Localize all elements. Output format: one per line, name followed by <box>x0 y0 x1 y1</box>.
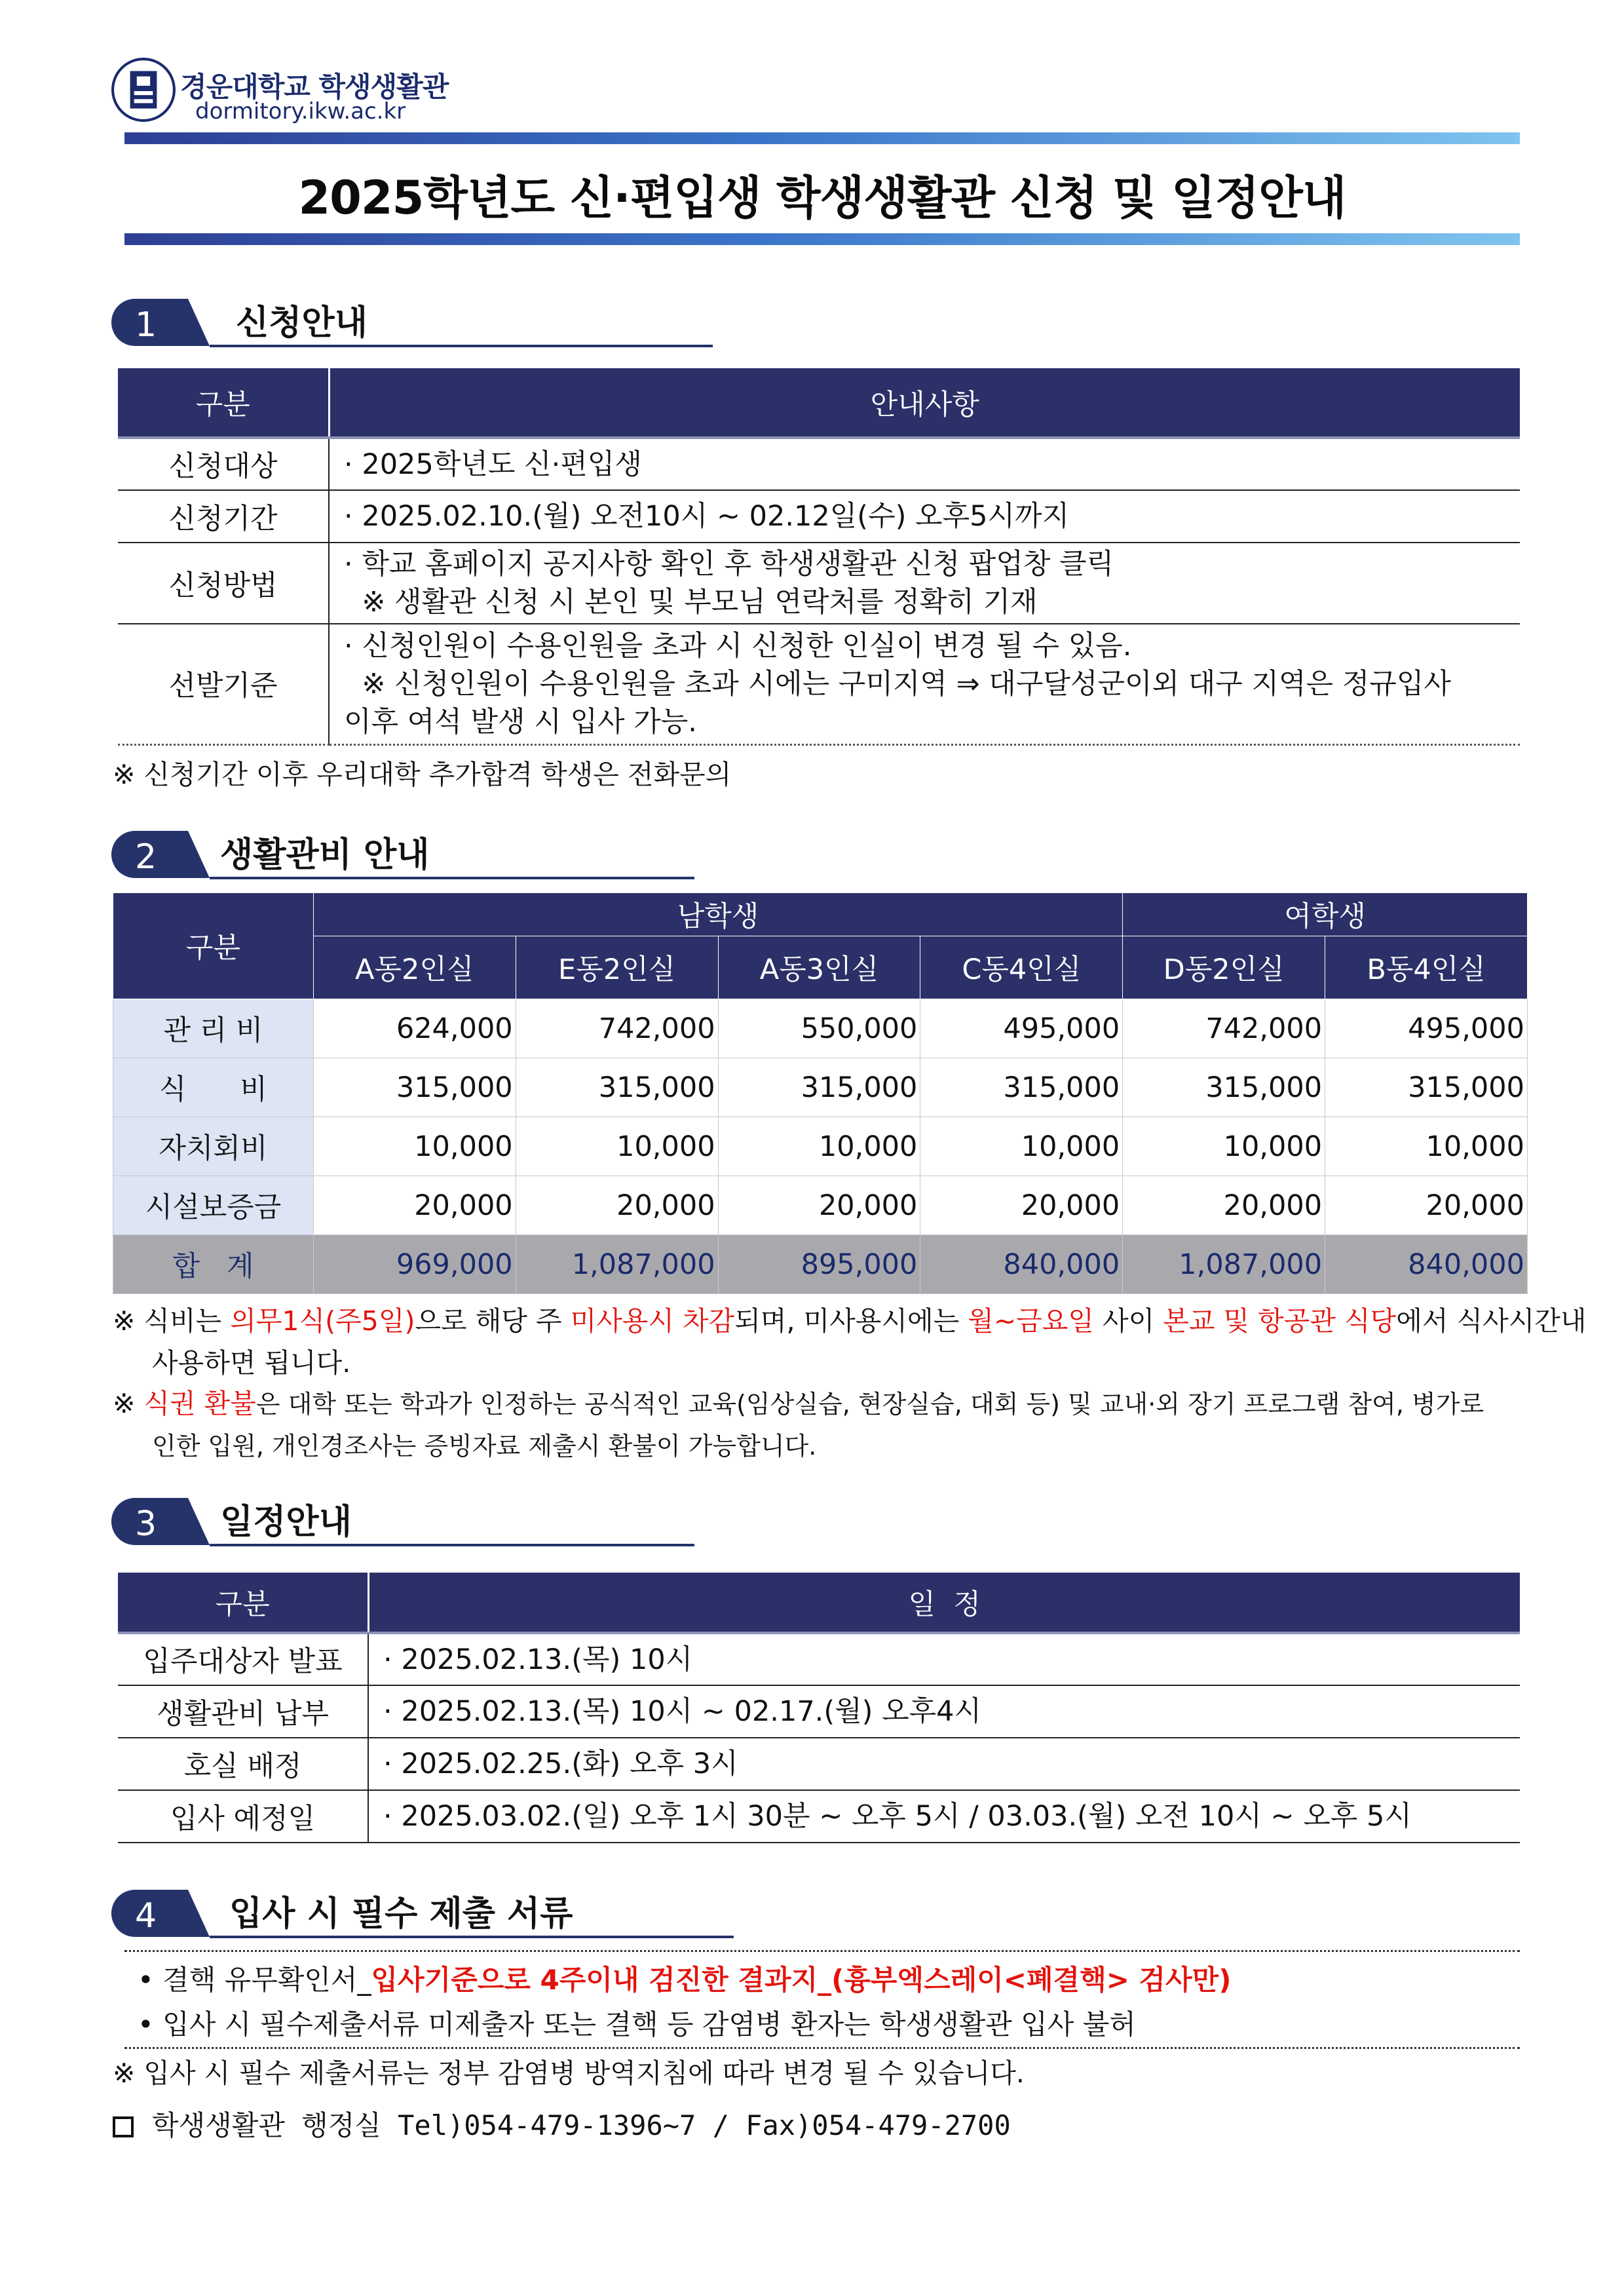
item-highlight: 입사기준으로 4주이내 검진한 결과지_(흉부엑스레이<폐결핵> 검사만) <box>371 1964 1232 1996</box>
note-text: 되며, 미사용시에는 <box>734 1305 968 1337</box>
table-header-row <box>118 1573 1520 1633</box>
fee-value: 315,000 <box>1123 1058 1325 1117</box>
note-highlight: 본교 및 항공관 식당 <box>1163 1305 1397 1337</box>
total-value: 840,000 <box>920 1235 1123 1294</box>
row-label: 관 리 비 <box>113 999 314 1058</box>
column-header: 안내사항 <box>329 368 1520 438</box>
room-header: A동3인실 <box>718 936 920 999</box>
university-logo <box>110 56 177 123</box>
fee-value: 20,000 <box>313 1176 516 1235</box>
item-text: • 결핵 유무확인서_ <box>138 1964 371 1996</box>
fee-value: 20,000 <box>920 1176 1123 1235</box>
page-title: 2025학년도 신·편입생 학생생활관 신청 및 일정안내 <box>298 171 1346 225</box>
title-divider-bar <box>124 233 1520 245</box>
row-label: 호실 배정 <box>118 1738 368 1790</box>
row-value: · 2025.02.25.(화) 오후 3시 <box>368 1738 1520 1790</box>
section-title: 신청안내 <box>236 303 368 343</box>
checkbox-icon <box>113 2116 134 2137</box>
section-title: 생활관비 안내 <box>220 835 430 875</box>
table-row <box>118 1738 1520 1790</box>
total-value: 895,000 <box>718 1235 920 1294</box>
row-value: · 2025.02.13.(목) 10시 ~ 02.17.(월) 오후4시 <box>368 1685 1520 1738</box>
section-number-badge <box>111 1890 210 1937</box>
note-text: 으로 해당 주 <box>415 1305 571 1337</box>
meal-note <box>113 1300 1587 1384</box>
required-doc-item: • 입사 시 필수제출서류 미제출자 또는 결핵 등 감염병 환자는 학생생활관 입사 불허 <box>138 2008 1136 2040</box>
row-label: 합 계 <box>113 1235 314 1294</box>
note-text: 사이 <box>1094 1305 1163 1337</box>
note-text: ※ 식비는 <box>113 1305 231 1337</box>
row-value: · 2025.02.10.(월) 오전10시 ~ 02.12일(수) 오후5시까지 <box>329 490 1520 543</box>
fee-value: 10,000 <box>1325 1117 1528 1176</box>
total-value: 1,087,000 <box>1123 1235 1325 1294</box>
row-value <box>329 624 1520 744</box>
section-number: 2 <box>135 837 157 877</box>
table-header-row <box>113 936 1528 999</box>
fee-value: 624,000 <box>313 999 516 1058</box>
table-row <box>113 999 1528 1058</box>
note-text: ※ <box>113 1388 144 1419</box>
note-highlight: 식권 환불 <box>143 1388 256 1419</box>
group-header-female: 여학생 <box>1123 893 1528 936</box>
row-label: 생활관비 납부 <box>118 1685 368 1738</box>
row-label: 식 비 <box>113 1058 314 1117</box>
table-row <box>113 1176 1528 1235</box>
column-header: 구분 <box>118 368 329 438</box>
room-header: D동2인실 <box>1123 936 1325 999</box>
table-row <box>118 490 1520 543</box>
note-highlight: 의무1식(주5일) <box>230 1305 415 1337</box>
fee-value: 10,000 <box>1123 1117 1325 1176</box>
section-4-note: ※ 입사 시 필수 제출서류는 정부 감염병 방역지침에 따라 변경 될 수 있습니다. <box>113 2057 1025 2089</box>
note-text: 에서 식사시간내 <box>1396 1305 1587 1337</box>
section-number: 3 <box>135 1504 157 1544</box>
section-number-badge <box>111 831 210 878</box>
fee-value: 315,000 <box>718 1058 920 1117</box>
table-row <box>118 438 1520 490</box>
section-number: 4 <box>135 1896 157 1936</box>
schedule-table <box>118 1573 1520 1843</box>
row-label: 입주대상자 발표 <box>118 1633 368 1685</box>
section-number-badge <box>111 299 210 346</box>
row-label: 신청방법 <box>118 543 329 624</box>
note-highlight: 미사용시 차감 <box>570 1305 735 1337</box>
contact-info: 학생생활관 행정실 Tel)054-479-1396~7 / Fax)054-479-2700 <box>152 2109 1011 2141</box>
row-label: 신청기간 <box>118 490 329 543</box>
fee-value: 20,000 <box>516 1176 718 1235</box>
top-divider-bar <box>124 132 1520 144</box>
note-text: 사용하면 됩니다. <box>152 1347 351 1379</box>
org-url: dormitory.ikw.ac.kr <box>195 98 406 124</box>
section-title: 일정안내 <box>220 1502 352 1542</box>
fee-value: 742,000 <box>516 999 718 1058</box>
section-number: 1 <box>135 305 157 345</box>
total-value: 969,000 <box>313 1235 516 1294</box>
table-row <box>118 1633 1520 1685</box>
section-underline <box>210 877 694 879</box>
fee-value: 550,000 <box>718 999 920 1058</box>
row-label: 입사 예정일 <box>118 1790 368 1843</box>
note-text: 인한 입원, 개인경조사는 증빙자료 제출시 환불이 가능합니다. <box>152 1432 817 1461</box>
table-row <box>118 543 1520 624</box>
table-header-row <box>113 893 1528 936</box>
fee-value: 20,000 <box>1325 1176 1528 1235</box>
room-header: C동4인실 <box>920 936 1123 999</box>
fee-table <box>113 892 1528 1294</box>
org-name: 경운대학교 학생생활관 <box>180 71 449 103</box>
required-doc-item <box>138 1959 1231 2001</box>
application-info-table <box>118 368 1520 746</box>
section-1-note: ※ 신청기간 이후 우리대학 추가합격 학생은 전화문의 <box>113 759 732 790</box>
fee-value: 20,000 <box>718 1176 920 1235</box>
room-header: E동2인실 <box>516 936 718 999</box>
corner-header: 구분 <box>113 893 314 999</box>
row-value: · 2025.02.13.(목) 10시 <box>368 1633 1520 1685</box>
section-underline <box>210 1936 734 1938</box>
section-underline <box>210 345 713 347</box>
section-4-heading <box>111 1886 766 1945</box>
value-line: · 학교 홈페이지 공지사항 확인 후 학생생활관 신청 팝업창 클릭 <box>344 548 1114 581</box>
table-row <box>118 1685 1520 1738</box>
room-header: B동4인실 <box>1325 936 1528 999</box>
refund-note <box>113 1383 1528 1467</box>
section-underline <box>210 1544 694 1546</box>
fee-value: 315,000 <box>313 1058 516 1117</box>
section-3-heading <box>111 1494 714 1553</box>
fee-value: 315,000 <box>920 1058 1123 1117</box>
fee-value: 10,000 <box>920 1117 1123 1176</box>
row-value <box>329 543 1520 624</box>
column-header: 일 정 <box>368 1573 1520 1633</box>
section-title: 입사 시 필수 제출 서류 <box>229 1894 573 1934</box>
fee-value: 495,000 <box>1325 999 1528 1058</box>
total-row <box>113 1235 1528 1294</box>
fee-value: 10,000 <box>718 1117 920 1176</box>
table-row <box>118 1790 1520 1843</box>
section-1-heading <box>111 295 714 354</box>
value-line: ※ 생활관 신청 시 본인 및 부모님 연락처를 정확히 기재 <box>344 586 1038 619</box>
table-row <box>113 1058 1528 1117</box>
row-label: 신청대상 <box>118 438 329 490</box>
table-row <box>113 1117 1528 1176</box>
note-text: 은 대학 또는 학과가 인정하는 공식적인 교육(임상실습, 현장실습, 대회 등) 및 교내·외 장기 프로그램 참여, 병가로 <box>255 1390 1484 1419</box>
fee-value: 10,000 <box>313 1117 516 1176</box>
fee-value: 495,000 <box>920 999 1123 1058</box>
dotted-divider <box>124 1950 1520 1952</box>
fee-value: 742,000 <box>1123 999 1325 1058</box>
dotted-divider <box>124 2047 1520 2049</box>
value-line: · 신청인원이 수용인원을 초과 시 신청한 인실이 변경 될 수 있음. <box>344 629 1132 662</box>
fee-value: 315,000 <box>516 1058 718 1117</box>
value-line: 이후 여석 발생 시 입사 가능. <box>344 705 697 738</box>
row-value: · 2025학년도 신·편입생 <box>329 438 1520 490</box>
table-header-row <box>118 368 1520 438</box>
total-value: 1,087,000 <box>516 1235 718 1294</box>
value-line: ※ 신청인원이 수용인원을 초과 시에는 구미지역 ⇒ 대구달성군이외 대구 지역은 정규입사 <box>344 667 1451 700</box>
section-number-badge <box>111 1498 210 1545</box>
row-label: 자치회비 <box>113 1117 314 1176</box>
room-header: A동2인실 <box>313 936 516 999</box>
fee-value: 315,000 <box>1325 1058 1528 1117</box>
group-header-male: 남학생 <box>313 893 1122 936</box>
total-value: 840,000 <box>1325 1235 1528 1294</box>
fee-value: 10,000 <box>516 1117 718 1176</box>
note-highlight: 월~금요일 <box>968 1305 1094 1337</box>
table-row <box>118 624 1520 744</box>
row-label: 시설보증금 <box>113 1176 314 1235</box>
row-label: 선발기준 <box>118 624 329 744</box>
column-header: 구분 <box>118 1573 368 1633</box>
section-2-heading <box>111 827 714 886</box>
row-value: · 2025.03.02.(일) 오후 1시 30분 ~ 오후 5시 / 03.03.(월) 오전 10시 ~ 오후 5시 <box>368 1790 1520 1843</box>
fee-value: 20,000 <box>1123 1176 1325 1235</box>
